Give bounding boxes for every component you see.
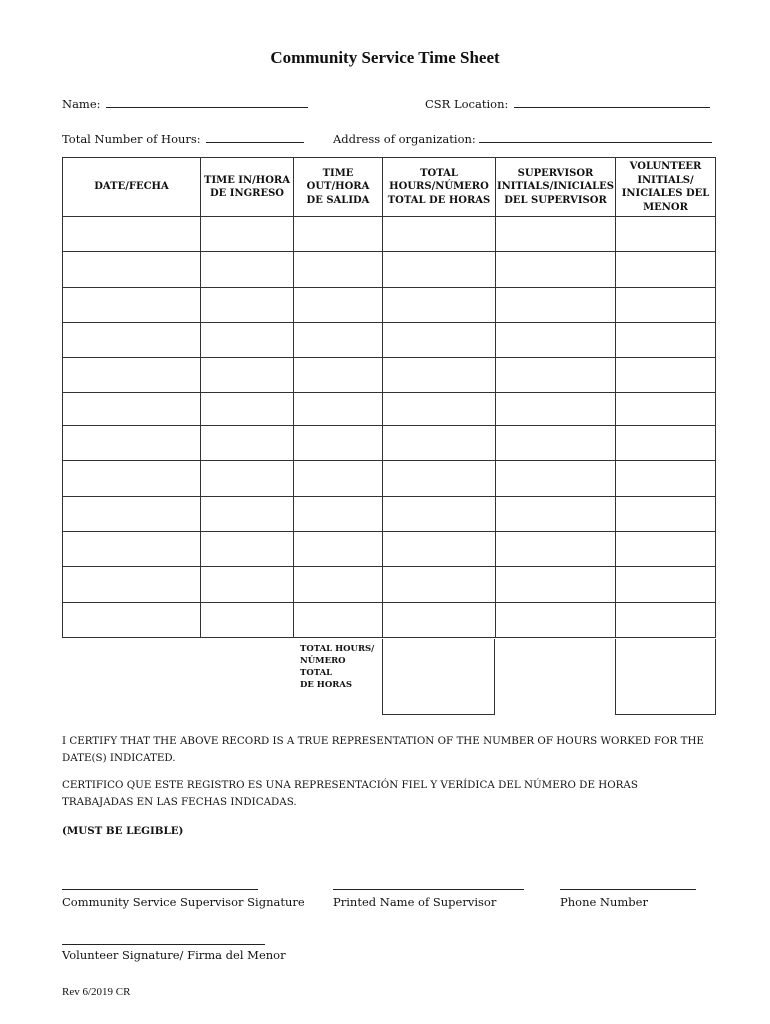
- certification-english: I CERTIFY THAT THE ABOVE RECORD IS A TRUE REPRESENTATION OF THE NUMBER OF HOURS WORKED FOR THE DATE(S) INDICATED.: [62, 735, 704, 764]
- time-out-cell[interactable]: [294, 497, 383, 532]
- time-in-cell[interactable]: [201, 497, 294, 532]
- volunteer-initials-cell[interactable]: [616, 532, 716, 567]
- column-header-volunteer-initials: VOLUNTEER INITIALS/ INICIALES DEL MENOR: [616, 158, 716, 217]
- supervisor-initials-cell[interactable]: [496, 497, 616, 532]
- time-out-cell[interactable]: [294, 252, 383, 288]
- supervisor-initials-cell[interactable]: [496, 358, 616, 393]
- time-in-cell[interactable]: [201, 217, 294, 252]
- date-cell[interactable]: [63, 323, 201, 358]
- phone-number-line[interactable]: [560, 889, 696, 890]
- total-hours-cell[interactable]: [383, 603, 496, 638]
- date-cell[interactable]: [63, 288, 201, 323]
- time-out-cell[interactable]: [294, 532, 383, 567]
- date-cell[interactable]: [63, 217, 201, 252]
- address-field[interactable]: [333, 131, 712, 146]
- supervisor-initials-cell[interactable]: [496, 252, 616, 288]
- time-out-cell[interactable]: [294, 217, 383, 252]
- table-row: [63, 323, 716, 358]
- date-cell[interactable]: [63, 567, 201, 603]
- time-in-cell[interactable]: [201, 532, 294, 567]
- name-field[interactable]: [62, 96, 308, 111]
- time-in-cell[interactable]: [201, 288, 294, 323]
- volunteer-initials-cell[interactable]: [616, 358, 716, 393]
- time-in-cell[interactable]: [201, 358, 294, 393]
- date-cell[interactable]: [63, 461, 201, 497]
- supervisor-initials-cell[interactable]: [496, 567, 616, 603]
- time-in-cell[interactable]: [201, 252, 294, 288]
- table-row: [63, 461, 716, 497]
- certification-spanish: CERTIFICO QUE ESTE REGISTRO ES UNA REPRESENTACIÓN FIEL Y VERÍDICA DEL NÚMERO DE HORAS TRABAJADAS EN LAS FECHAS INDICADAS.: [62, 779, 638, 808]
- table-row: [63, 393, 716, 426]
- total-hours-cell[interactable]: [383, 252, 496, 288]
- name-label: Name:: [62, 97, 101, 111]
- date-cell[interactable]: [63, 252, 201, 288]
- volunteer-initials-cell[interactable]: [616, 252, 716, 288]
- printed-name-label: Printed Name of Supervisor: [333, 895, 497, 909]
- total-hours-cell[interactable]: [383, 426, 496, 461]
- volunteer-initials-cell[interactable]: [616, 426, 716, 461]
- supervisor-initials-cell[interactable]: [496, 426, 616, 461]
- page-title: Community Service Time Sheet: [270, 48, 500, 67]
- table-row: [63, 252, 716, 288]
- supervisor-initials-cell[interactable]: [496, 217, 616, 252]
- volunteer-initials-cell[interactable]: [616, 393, 716, 426]
- volunteer-initials-cell[interactable]: [616, 497, 716, 532]
- supervisor-initials-cell[interactable]: [496, 603, 616, 638]
- total-hours-cell[interactable]: [383, 393, 496, 426]
- total-hours-label: Total Number of Hours:: [62, 132, 201, 146]
- column-header-time-in: TIME IN/HORA DE INGRESO: [201, 158, 294, 217]
- name-line[interactable]: [106, 96, 308, 108]
- column-header-time-out: TIME OUT/HORA DE SALIDA: [294, 158, 383, 217]
- supervisor-initials-cell[interactable]: [496, 532, 616, 567]
- total-hours-cell[interactable]: [383, 288, 496, 323]
- volunteer-initials-cell[interactable]: [616, 461, 716, 497]
- supervisor-signature-line[interactable]: [62, 889, 258, 890]
- volunteer-initials-cell[interactable]: [616, 323, 716, 358]
- total-hours-label-cell: TOTAL HOURS/ NÚMERO TOTAL DE HORAS: [300, 644, 375, 690]
- volunteer-initials-cell[interactable]: [616, 567, 716, 603]
- table-row: [63, 567, 716, 603]
- total-hours-line[interactable]: [206, 131, 304, 143]
- total-hours-cell[interactable]: [383, 217, 496, 252]
- total-hours-cell[interactable]: [383, 532, 496, 567]
- csr-location-label: CSR Location:: [425, 97, 509, 111]
- date-cell[interactable]: [63, 426, 201, 461]
- time-out-cell[interactable]: [294, 358, 383, 393]
- time-out-cell[interactable]: [294, 288, 383, 323]
- table-row: [63, 497, 716, 532]
- total-hours-cell[interactable]: [383, 461, 496, 497]
- time-out-cell[interactable]: [294, 567, 383, 603]
- time-out-cell[interactable]: [294, 461, 383, 497]
- total-hours-sum-cell[interactable]: [382, 639, 495, 715]
- volunteer-signature-label: Volunteer Signature/ Firma del Menor: [62, 948, 286, 962]
- total-hours-cell[interactable]: [383, 358, 496, 393]
- time-sheet-table: [62, 157, 716, 638]
- table-row: [63, 288, 716, 323]
- supervisor-initials-cell[interactable]: [496, 461, 616, 497]
- supervisor-initials-cell[interactable]: [496, 393, 616, 426]
- time-out-cell[interactable]: [294, 603, 383, 638]
- time-in-cell[interactable]: [201, 603, 294, 638]
- total-hours-cell[interactable]: [383, 323, 496, 358]
- total-hours-cell[interactable]: [383, 497, 496, 532]
- date-cell[interactable]: [63, 358, 201, 393]
- printed-name-line[interactable]: [333, 889, 524, 890]
- total-hours-cell[interactable]: [383, 567, 496, 603]
- table-row: [63, 603, 716, 638]
- time-in-cell[interactable]: [201, 461, 294, 497]
- csr-location-field[interactable]: [425, 96, 710, 111]
- supervisor-initials-cell[interactable]: [496, 288, 616, 323]
- volunteer-initials-cell[interactable]: [616, 603, 716, 638]
- address-line[interactable]: [479, 131, 712, 143]
- time-in-cell[interactable]: [201, 426, 294, 461]
- volunteer-initials-cell[interactable]: [616, 217, 716, 252]
- table-row: [63, 532, 716, 567]
- table-header-row: [63, 158, 716, 217]
- date-cell[interactable]: [63, 393, 201, 426]
- volunteer-signature-line[interactable]: [62, 944, 265, 945]
- table-body: [63, 217, 716, 638]
- supervisor-initials-cell[interactable]: [496, 323, 616, 358]
- table-row: [63, 217, 716, 252]
- volunteer-initials-cell[interactable]: [616, 288, 716, 323]
- time-out-cell[interactable]: [294, 426, 383, 461]
- table-row: [63, 426, 716, 461]
- total-hours-field[interactable]: [62, 131, 304, 146]
- column-header-date: DATE/FECHA: [63, 158, 201, 217]
- total-volunteer-cell[interactable]: [615, 639, 716, 715]
- total-supervisor-cell[interactable]: [495, 639, 616, 715]
- time-in-cell[interactable]: [201, 323, 294, 358]
- csr-location-line[interactable]: [514, 96, 710, 108]
- address-label: Address of organization:: [333, 132, 476, 146]
- revision-note: Rev 6/2019 CR: [62, 986, 131, 998]
- time-in-cell[interactable]: [201, 393, 294, 426]
- date-cell[interactable]: [63, 497, 201, 532]
- column-header-total-hours: TOTAL HOURS/NÚMERO TOTAL DE HORAS: [383, 158, 496, 217]
- date-cell[interactable]: [63, 532, 201, 567]
- column-header-supervisor-initials: SUPERVISOR INITIALS/INICIALES DEL SUPERVISOR: [496, 158, 616, 217]
- table-row: [63, 358, 716, 393]
- legible-notice: (MUST BE LEGIBLE): [62, 825, 184, 837]
- time-out-cell[interactable]: [294, 323, 383, 358]
- phone-number-label: Phone Number: [560, 895, 648, 909]
- date-cell[interactable]: [63, 603, 201, 638]
- supervisor-signature-label: Community Service Supervisor Signature: [62, 895, 305, 909]
- time-out-cell[interactable]: [294, 393, 383, 426]
- time-in-cell[interactable]: [201, 567, 294, 603]
